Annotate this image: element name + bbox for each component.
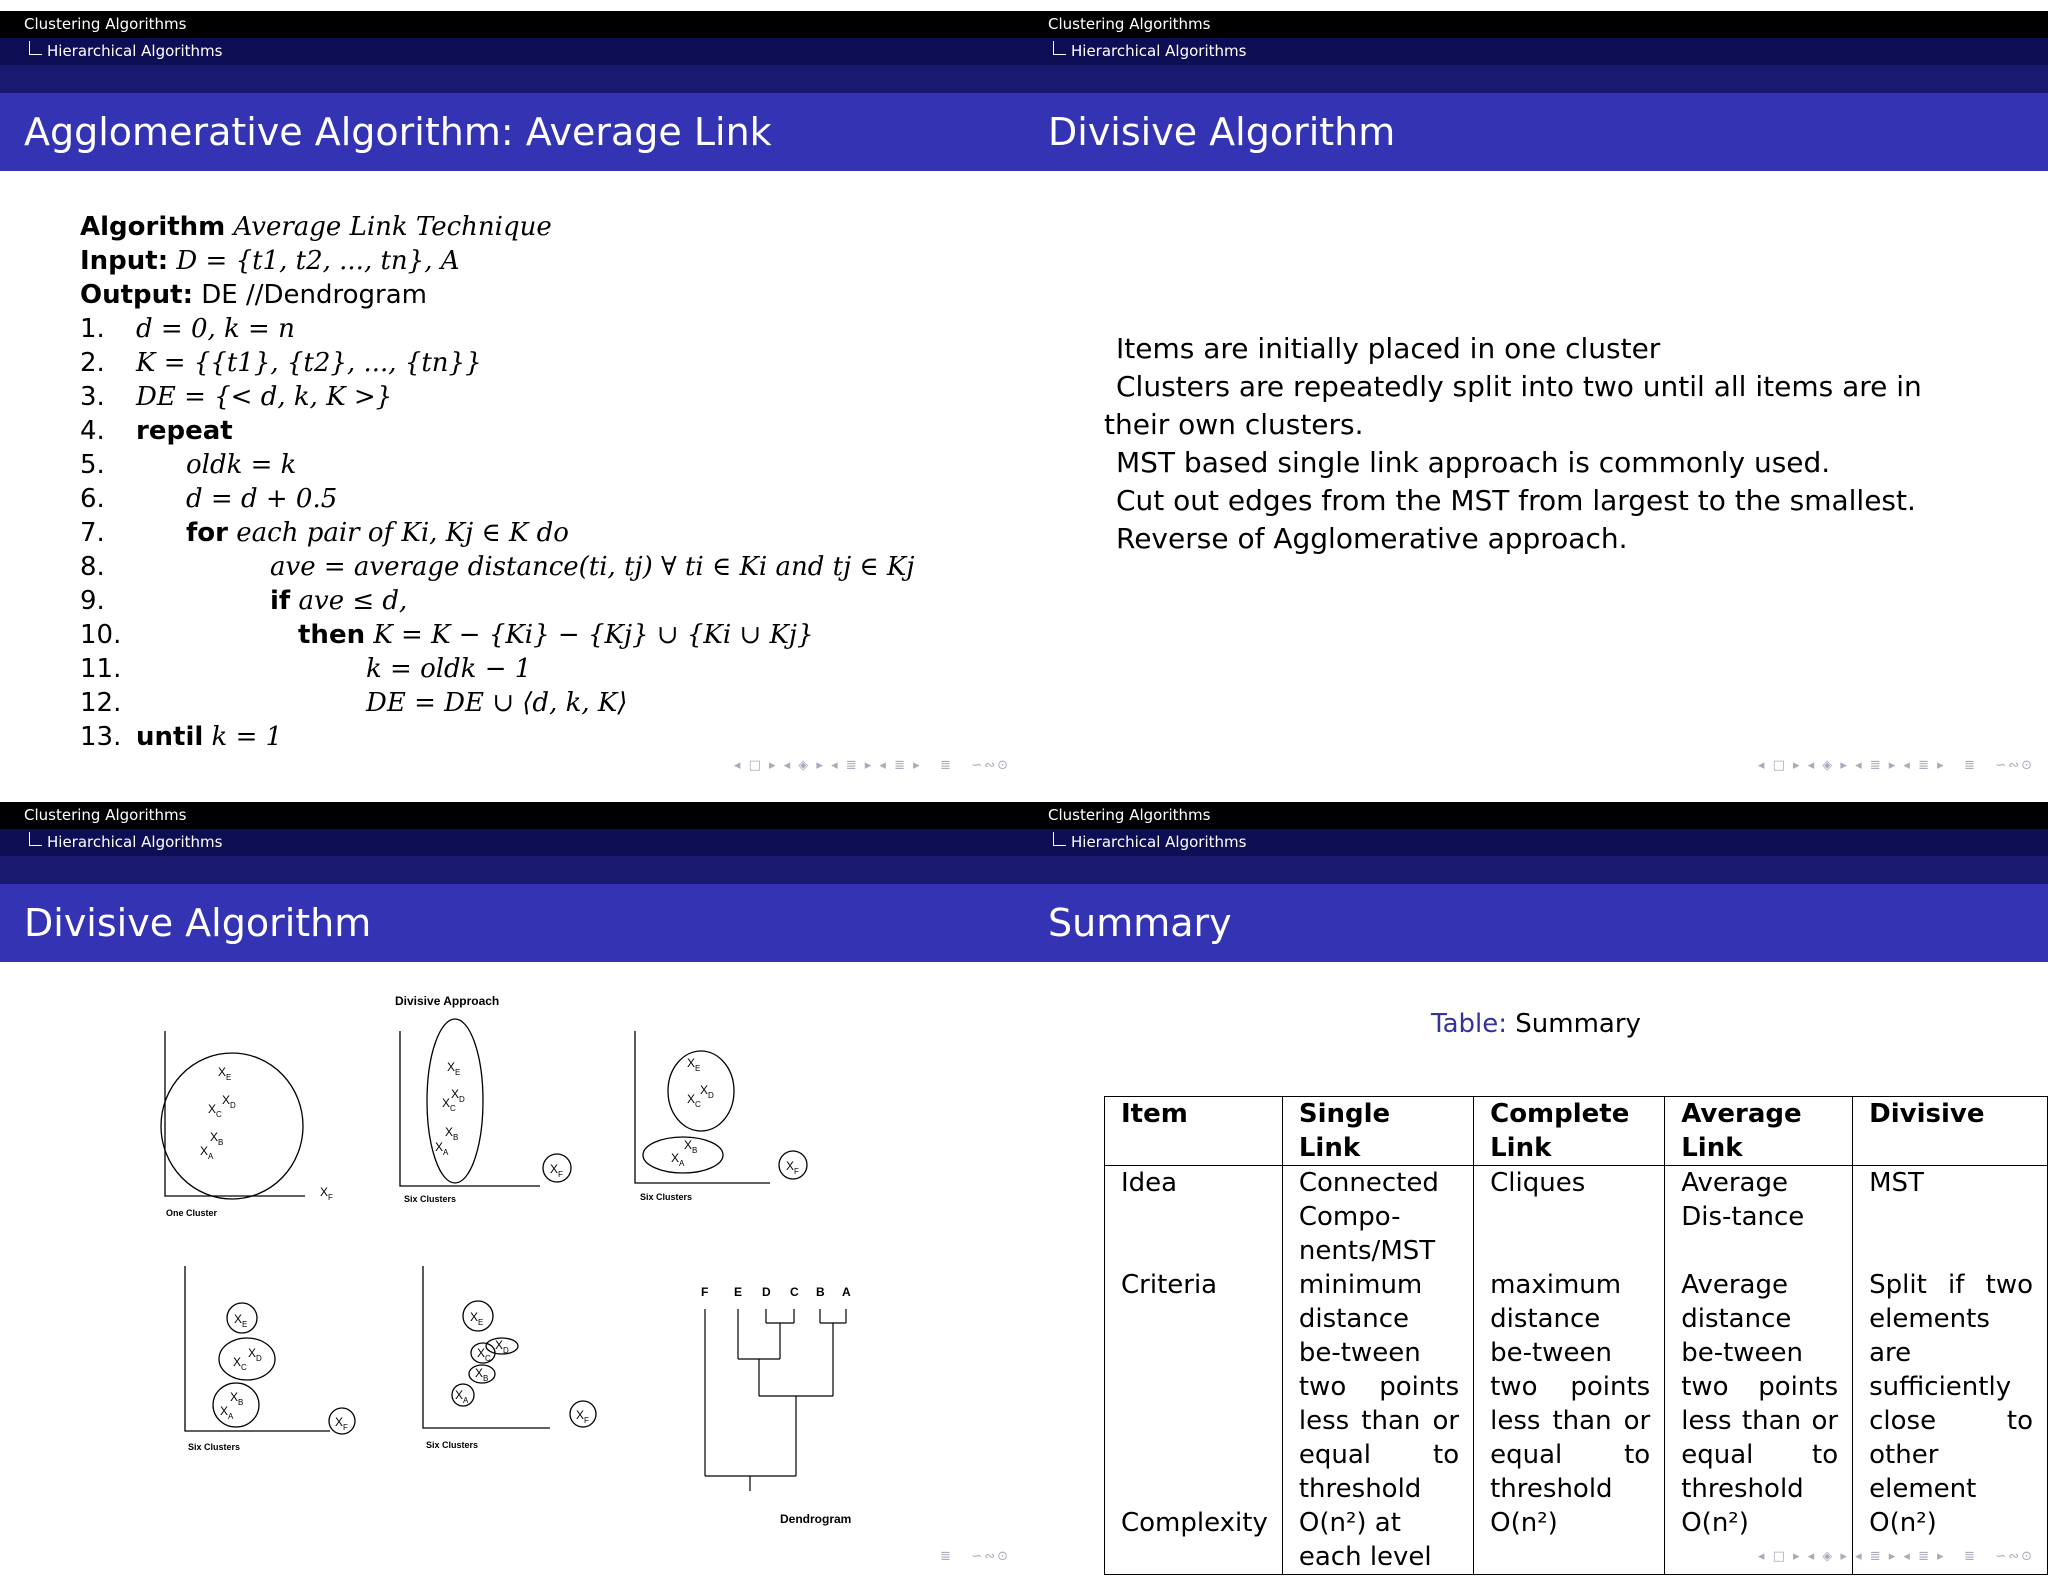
svg-text:X: X (576, 1408, 585, 1422)
svg-text:X: X (208, 1102, 217, 1116)
svg-text:E: E (734, 1285, 743, 1299)
algorithm-step: 9. if ave ≤ d, (80, 586, 408, 616)
svg-text:B: B (238, 1398, 244, 1407)
svg-text:X: X (475, 1366, 484, 1380)
slide-divisive-text (1024, 0, 2048, 791)
algorithm-step: 6. d = d + 0.5 (80, 484, 338, 514)
table-cell: Average Dis-tance (1665, 1166, 1853, 1269)
svg-text:C: C (216, 1110, 222, 1119)
bullet-item: Items are initially placed in one cluster (1116, 332, 1661, 365)
summary-table (1104, 1096, 2048, 1575)
svg-text:E: E (478, 1318, 484, 1327)
algorithm-step: 10. then K = K − {Ki} − {Kj} ∪ {Ki ∪ Kj} (80, 620, 814, 650)
divisive-approach-figure (130, 991, 890, 1531)
header-cell: Item (1105, 1097, 1283, 1166)
section-header: Clustering Algorithms (0, 802, 1024, 829)
dendrogram-tree (705, 1309, 846, 1491)
table-cell: maximum distance be-tween two points less than or equal to threshold (1474, 1268, 1665, 1506)
subsection-header: Hierarchical Algorithms (0, 38, 1024, 65)
table-cell: O(n²) (1853, 1506, 2048, 1575)
svg-text:X: X (687, 1056, 696, 1070)
svg-text:X: X (200, 1144, 209, 1158)
bullet-item: Cut out edges from the MST from largest to the smallest. (1116, 484, 1916, 517)
table-cell: Criteria (1105, 1268, 1283, 1506)
svg-text:X: X (470, 1310, 479, 1324)
bullet-list (1104, 330, 1984, 558)
svg-text:A: A (463, 1396, 469, 1405)
svg-text:X: X (222, 1093, 231, 1107)
panel-label: Six Clusters (426, 1440, 479, 1450)
svg-text:X: X (447, 1060, 456, 1074)
svg-text:X: X (435, 1140, 444, 1154)
svg-text:X: X (451, 1087, 460, 1101)
svg-text:X: X (671, 1151, 680, 1165)
table-cell: O(n²) (1665, 1506, 1853, 1575)
svg-text:X: X (218, 1065, 227, 1079)
slide-average-link (0, 0, 1024, 791)
table-cell: Connected Compo-nents/MST (1282, 1166, 1473, 1269)
svg-text:E: E (695, 1064, 701, 1073)
algorithm-step: 12. DE = DE ∪ ⟨d, k, K⟩ (80, 688, 628, 718)
svg-text:X: X (230, 1390, 239, 1404)
svg-text:X: X (786, 1159, 795, 1173)
algorithm-step: 13. until k = 1 (80, 722, 283, 752)
svg-text:D: D (503, 1346, 509, 1355)
svg-text:X: X (320, 1185, 329, 1199)
svg-text:X: X (233, 1355, 242, 1369)
bullet-item: MST based single link approach is commonly used. (1116, 446, 1831, 479)
header-band (0, 65, 1024, 93)
svg-text:E: E (455, 1068, 461, 1077)
dendrogram-leaves (701, 1285, 851, 1299)
svg-text:F: F (584, 1416, 589, 1425)
panel-label: Six Clusters (188, 1442, 241, 1452)
svg-text:F: F (343, 1423, 348, 1432)
dendrogram-label: Dendrogram (780, 1512, 852, 1526)
header-band (1024, 65, 2048, 93)
algorithm-step: 3. DE = {< d, k, K >} (80, 382, 393, 412)
svg-text:X: X (550, 1162, 559, 1176)
svg-text:A: A (842, 1285, 851, 1299)
slide-divisive-figure (0, 791, 1024, 1582)
algorithm-step: 7. for each pair of Ki, Kj ∈ K do (80, 518, 569, 548)
beamer-nav-icons[interactable]: ◂ □ ▸ ◂ ◈ ▸ ◂ ≣ ▸ ◂ ≣ ▸ ≣ ∽∾⊙ (733, 758, 1010, 773)
subsection-header: Hierarchical Algorithms (1024, 38, 2048, 65)
panel-label: One Cluster (166, 1208, 218, 1218)
svg-text:D: D (459, 1095, 465, 1104)
header-cell: Average Link (1665, 1097, 1853, 1166)
svg-text:F: F (558, 1170, 563, 1179)
table-cell: O(n²) at each level (1282, 1506, 1473, 1575)
svg-text:X: X (442, 1096, 451, 1110)
svg-text:B: B (218, 1138, 224, 1147)
svg-text:B: B (453, 1133, 459, 1142)
header-cell: Divisive (1853, 1097, 2048, 1166)
panel1-points (200, 1065, 333, 1202)
panel-four (185, 1266, 355, 1434)
panel-two (400, 1019, 571, 1186)
slide-title: Divisive Algorithm (1024, 93, 2048, 171)
header-band (0, 856, 1024, 884)
algorithm-name-line: Algorithm Average Link Technique (80, 212, 552, 242)
svg-text:D: D (256, 1354, 262, 1363)
svg-text:X: X (445, 1125, 454, 1139)
bullet-item: Reverse of Agglomerative approach. (1116, 522, 1628, 555)
table-caption: Table: Summary (1431, 1009, 1641, 1039)
svg-text:C: C (450, 1104, 456, 1113)
algorithm-step: 1. d = 0, k = n (80, 314, 295, 344)
table-cell: Complexity (1105, 1506, 1283, 1575)
svg-text:A: A (443, 1148, 449, 1157)
bullet-item: Clusters are repeatedly split into two until all items are in their own clusters. (1104, 370, 1922, 441)
svg-text:C: C (485, 1354, 491, 1363)
svg-text:X: X (477, 1346, 486, 1360)
svg-text:D: D (230, 1101, 236, 1110)
slide-summary (1024, 791, 2048, 1582)
table-cell: MST (1853, 1166, 2048, 1269)
algorithm-step: 11. k = oldk − 1 (80, 654, 532, 684)
panel-three (635, 1031, 807, 1183)
svg-text:F: F (701, 1285, 709, 1299)
section-header: Clustering Algorithms (1024, 11, 2048, 38)
svg-text:D: D (708, 1091, 714, 1100)
svg-text:X: X (687, 1092, 696, 1106)
table-header-row (1105, 1097, 2048, 1166)
svg-text:X: X (335, 1415, 344, 1429)
table-cell: O(n²) (1474, 1506, 1665, 1575)
beamer-nav-icons[interactable]: ◂ □ ▸ ◂ ◈ ▸ ◂ ≣ ▸ ◂ ≣ ▸ ≣ ∽∾⊙ (1757, 758, 2034, 773)
svg-text:B: B (816, 1285, 825, 1299)
table-row (1105, 1166, 2048, 1269)
figure-heading: Divisive Approach (395, 994, 500, 1008)
table-cell: Idea (1105, 1166, 1283, 1269)
svg-text:E: E (242, 1320, 248, 1329)
table-cell: Split if two elements are sufficiently close to other element (1853, 1268, 2048, 1506)
svg-text:F: F (328, 1193, 333, 1202)
section-header: Clustering Algorithms (0, 11, 1024, 38)
algorithm-input-line: Input: D = {t1, t2, ..., tn}, A (80, 246, 460, 276)
svg-text:B: B (483, 1374, 489, 1383)
svg-text:X: X (220, 1404, 229, 1418)
beamer-nav-icons[interactable]: ≣ ∽∾⊙ (940, 1549, 1010, 1564)
table-cell: Cliques (1474, 1166, 1665, 1269)
svg-text:F: F (794, 1167, 799, 1176)
algorithm-step: 8. ave = average distance(ti, tj) ∀ ti ∈ Ki and tj ∈ Kj (80, 552, 915, 582)
table-cell: minimum distance be-tween two points less than or equal to threshold (1282, 1268, 1473, 1506)
svg-text:X: X (495, 1338, 504, 1352)
table-row (1105, 1506, 2048, 1575)
beamer-nav-icons[interactable]: ◂ □ ▸ ◂ ◈ ▸ ◂ ≣ ▸ ◂ ≣ ▸ ≣ ∽∾⊙ (1757, 1549, 2034, 1564)
subsection-header: Hierarchical Algorithms (0, 829, 1024, 856)
panel-label: Six Clusters (640, 1192, 693, 1202)
svg-text:X: X (455, 1388, 464, 1402)
algorithm-step: 2. K = {{t1}, {t2}, ..., {tn}} (80, 348, 482, 378)
table-cell: Average distance be-tween two points less than or equal to threshold (1665, 1268, 1853, 1506)
svg-text:C: C (241, 1363, 247, 1372)
algorithm-output-line: Output: DE //Dendrogram (80, 280, 427, 310)
subsection-header: Hierarchical Algorithms (1024, 829, 2048, 856)
svg-text:X: X (700, 1083, 709, 1097)
svg-text:A: A (228, 1412, 234, 1421)
slide-title: Summary (1024, 884, 2048, 962)
svg-text:X: X (248, 1346, 257, 1360)
panel-label: Six Clusters (404, 1194, 457, 1204)
panel-one-cluster (161, 1031, 305, 1199)
section-header: Clustering Algorithms (1024, 802, 2048, 829)
svg-text:C: C (790, 1285, 799, 1299)
panel-five (423, 1266, 596, 1428)
svg-text:X: X (234, 1312, 243, 1326)
svg-text:X: X (684, 1138, 693, 1152)
svg-text:B: B (692, 1146, 698, 1155)
algorithm-block (80, 210, 915, 754)
svg-text:X: X (210, 1130, 219, 1144)
svg-text:D: D (762, 1285, 771, 1299)
table-row (1105, 1268, 2048, 1506)
header-cell: Complete Link (1474, 1097, 1665, 1166)
svg-text:C: C (695, 1100, 701, 1109)
header-cell: Single Link (1282, 1097, 1473, 1166)
slide-title: Agglomerative Algorithm: Average Link (0, 93, 1024, 171)
algorithm-step: 4. repeat (80, 416, 233, 446)
algorithm-step: 5. oldk = k (80, 450, 297, 480)
svg-text:A: A (208, 1152, 214, 1161)
header-band (1024, 856, 2048, 884)
svg-text:E: E (226, 1073, 232, 1082)
slide-title: Divisive Algorithm (0, 884, 1024, 962)
svg-text:A: A (679, 1159, 685, 1168)
